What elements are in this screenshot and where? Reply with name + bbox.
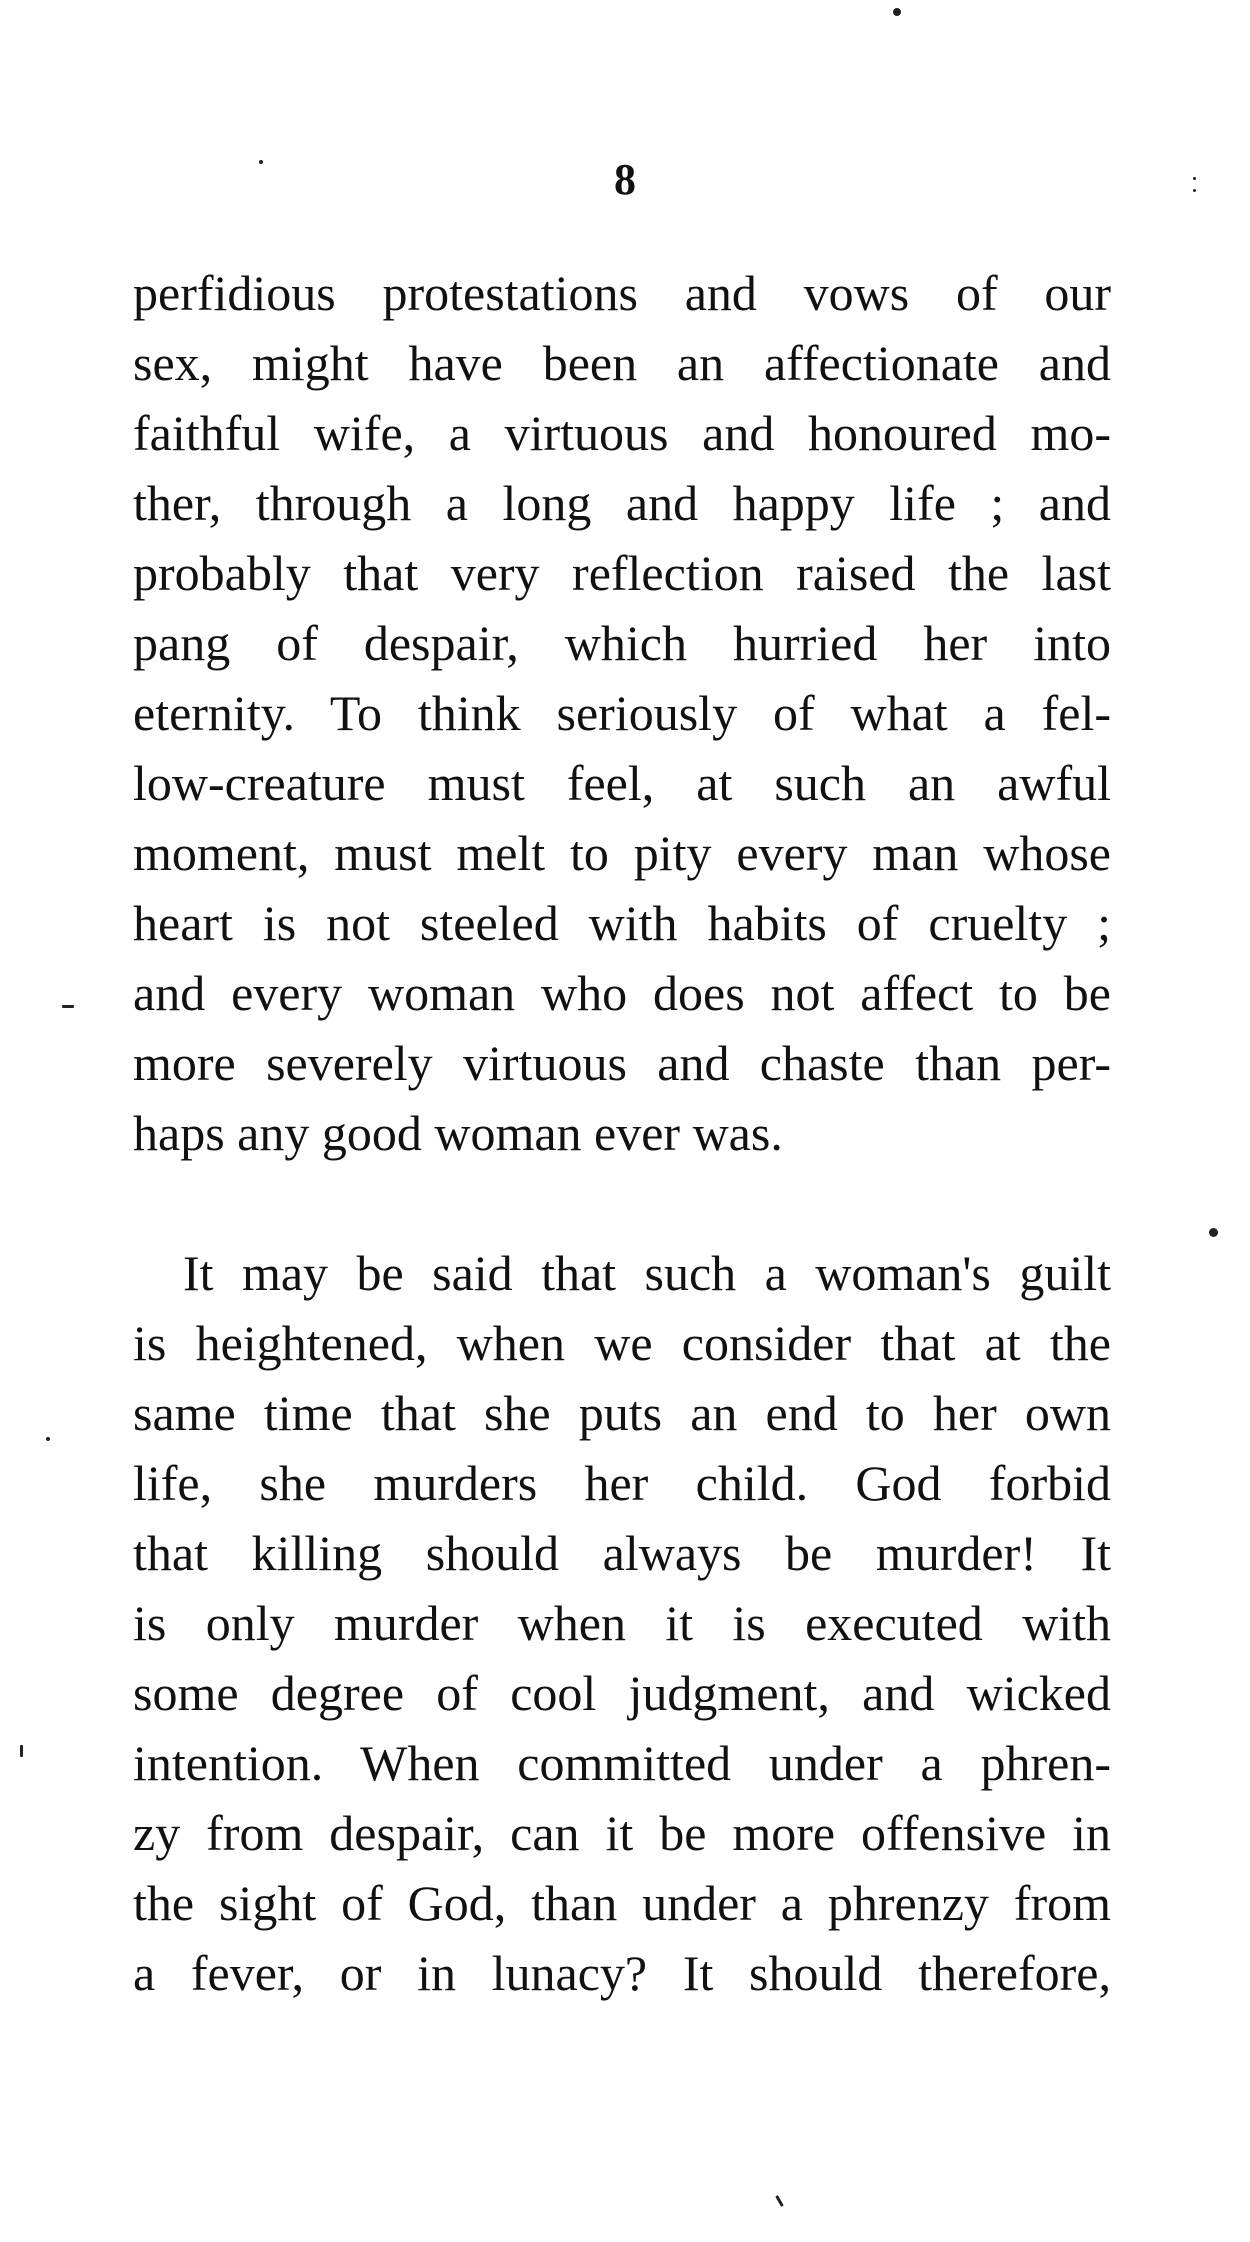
text-line: heart is not steeled with habits of cruelty ; — [133, 895, 1111, 951]
text-line: life, she murders her child. God forbid — [133, 1455, 1111, 1511]
ink-speck — [20, 1745, 23, 1757]
ink-speck — [775, 2195, 784, 2207]
ink-speck — [1193, 177, 1196, 180]
text-line: moment, must melt to pity every man whose — [133, 825, 1111, 881]
text-line: sex, might have been an affectionate and — [133, 335, 1111, 391]
text-line: haps any good woman ever was. — [133, 1105, 783, 1161]
text-line: probably that very reflection raised the last — [133, 545, 1111, 601]
ink-speck — [1209, 1228, 1218, 1237]
text-line: faithful wife, a virtuous and honoured mo- — [133, 405, 1111, 461]
text-line: zy from despair, can it be more offensive in — [133, 1805, 1111, 1861]
text-line: a fever, or in lunacy? It should therefore, — [133, 1945, 1111, 2001]
text-line: more severely virtuous and chaste than per- — [133, 1035, 1111, 1091]
text-line: low-creature must feel, at such an awful — [133, 755, 1111, 811]
ink-speck — [893, 8, 901, 16]
text-line: ther, through a long and happy life ; and — [133, 475, 1111, 531]
text-line: some degree of cool judgment, and wicked — [133, 1665, 1111, 1721]
page-number: 8 — [614, 155, 636, 204]
paragraph-1 — [133, 258, 1111, 1168]
text-line: same time that she puts an end to her own — [133, 1385, 1111, 1441]
ink-speck — [46, 1437, 50, 1441]
paragraph-2 — [133, 1238, 1111, 2008]
text-line: pang of despair, which hurried her into — [133, 615, 1111, 671]
text-line: It may be said that such a woman's guilt — [183, 1245, 1111, 1301]
text-line: and every woman who does not affect to be — [133, 965, 1111, 1021]
text-line: is only murder when it is executed with — [133, 1595, 1111, 1651]
ink-speck — [259, 160, 263, 164]
text-line: perfidious protestations and vows of our — [133, 265, 1111, 321]
ink-speck — [62, 1005, 74, 1008]
text-line: eternity. To think seriously of what a fel- — [133, 685, 1111, 741]
text-line: intention. When committed under a phren- — [133, 1735, 1111, 1791]
text-line: is heightened, when we consider that at the — [133, 1315, 1111, 1371]
text-line: that killing should always be murder! It — [133, 1525, 1111, 1581]
text-line: the sight of God, than under a phrenzy from — [133, 1875, 1111, 1931]
ink-speck — [1193, 189, 1196, 192]
